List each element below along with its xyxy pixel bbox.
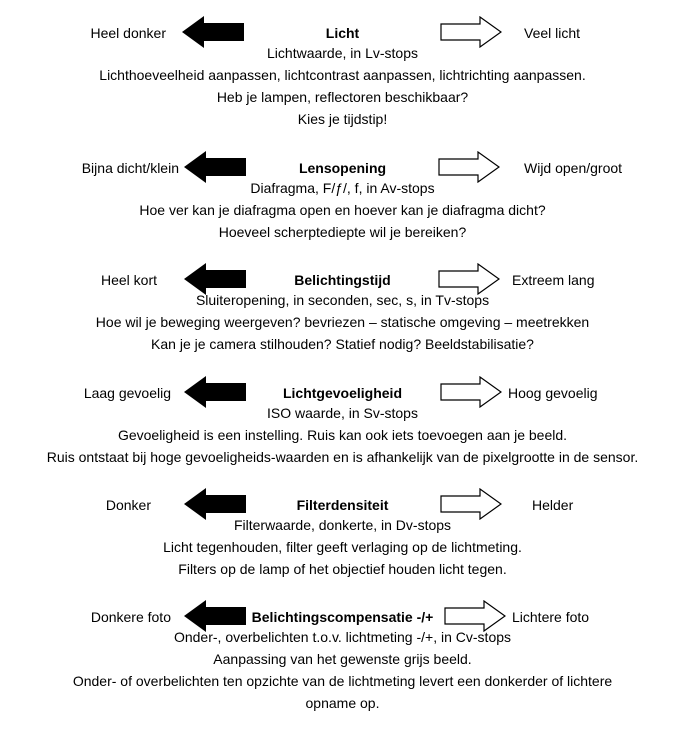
section-licht (0, 16, 685, 130)
section-title: Belichtingstijd (294, 272, 391, 288)
text-line: Gevoeligheid is een instelling. Ruis kan ook iets toevoegen aan je beeld. (117, 427, 568, 443)
text-line: opname op. (305, 695, 380, 711)
left-label: Bijna dicht/klein (81, 160, 179, 176)
text-line: ISO waarde, in Sv-stops (267, 405, 418, 421)
light-arrow-right-icon (438, 263, 500, 295)
left-label: Heel kort (100, 272, 157, 288)
left-label: Heel donker (90, 25, 166, 41)
text-line: Onder-, overbelichten t.o.v. lichtmeting -/+, in Cv-stops (173, 629, 512, 645)
section-title: Filterdensiteit (296, 497, 389, 513)
text-line: Filterwaarde, donkerte, in Dv-stops (233, 517, 452, 533)
right-label: Wijd open/groot (524, 160, 623, 176)
section-title: Belichtingscompensatie -/+ (251, 609, 434, 625)
section-belichtingstijd (0, 263, 685, 355)
text-line: Aanpassing van het gewenste grijs beeld. (213, 651, 472, 667)
text-line: Ruis ontstaat bij hoge gevoeligheids-waarden en is afhankelijk van de pixelgrootte in de sensor. (46, 449, 639, 465)
section-header-row (0, 600, 685, 632)
text-line: Licht tegenhouden, filter geeft verlaging op de lichtmeting. (163, 539, 522, 555)
section-header-row (0, 16, 685, 48)
text-line: Kan je je camera stilhouden? Statief nodig? Beeldstabilisatie? (151, 336, 534, 352)
right-label: Hoog gevoelig (508, 385, 598, 401)
light-arrow-right-icon (440, 376, 502, 408)
text-line: Diafragma, F/ƒ/, f, in Av-stops (250, 180, 435, 196)
section-header-row (0, 151, 685, 183)
light-arrow-right-icon (440, 16, 502, 48)
right-label: Extreem lang (512, 272, 595, 288)
text-line: Kies je tijdstip! (297, 111, 388, 127)
text-line: Filters op de lamp of het objectief houden licht tegen. (178, 561, 507, 577)
text-line: Hoeveel scherptediepte wil je bereiken? (218, 224, 467, 240)
left-label: Donkere foto (90, 609, 171, 625)
text-line: Hoe ver kan je diafragma open en hoever kan je diafragma dicht? (139, 202, 546, 218)
text-line: Onder- of overbelichten ten opzichte van de lichtmeting levert een donkerder of lichtere (72, 673, 613, 689)
light-arrow-right-icon (438, 151, 500, 183)
section-belichtingscompensatie (0, 600, 685, 714)
right-label: Helder (532, 497, 574, 513)
section-lichtgevoeligheid (0, 376, 685, 468)
text-line: Sluiteropening, in seconden, sec, s, in Tv-stops (195, 292, 490, 308)
text-line: Hoe wil je beweging weergeven? bevriezen – statische omgeving – meetrekken (95, 314, 590, 330)
section-title: Lichtgevoeligheid (282, 385, 402, 401)
right-label: Lichtere foto (512, 609, 590, 625)
section-filterdensiteit (0, 488, 685, 580)
section-header-row (0, 263, 685, 295)
light-arrow-right-icon (440, 488, 502, 520)
left-label: Donker (105, 497, 151, 513)
section-lensopening (0, 151, 685, 243)
light-arrow-right-icon (444, 600, 506, 632)
section-header-row (0, 376, 685, 408)
section-header-row (0, 488, 685, 520)
text-line: Lichtwaarde, in Lv-stops (267, 45, 418, 61)
right-label: Veel licht (524, 25, 581, 41)
left-label: Laag gevoelig (83, 385, 171, 401)
text-line: Heb je lampen, reflectoren beschikbaar? (216, 89, 469, 105)
text-line: Lichthoeveelheid aanpassen, lichtcontrast aanpassen, lichtrichting aanpassen. (99, 67, 586, 83)
section-title: Lensopening (298, 160, 387, 176)
section-title: Licht (325, 25, 360, 41)
